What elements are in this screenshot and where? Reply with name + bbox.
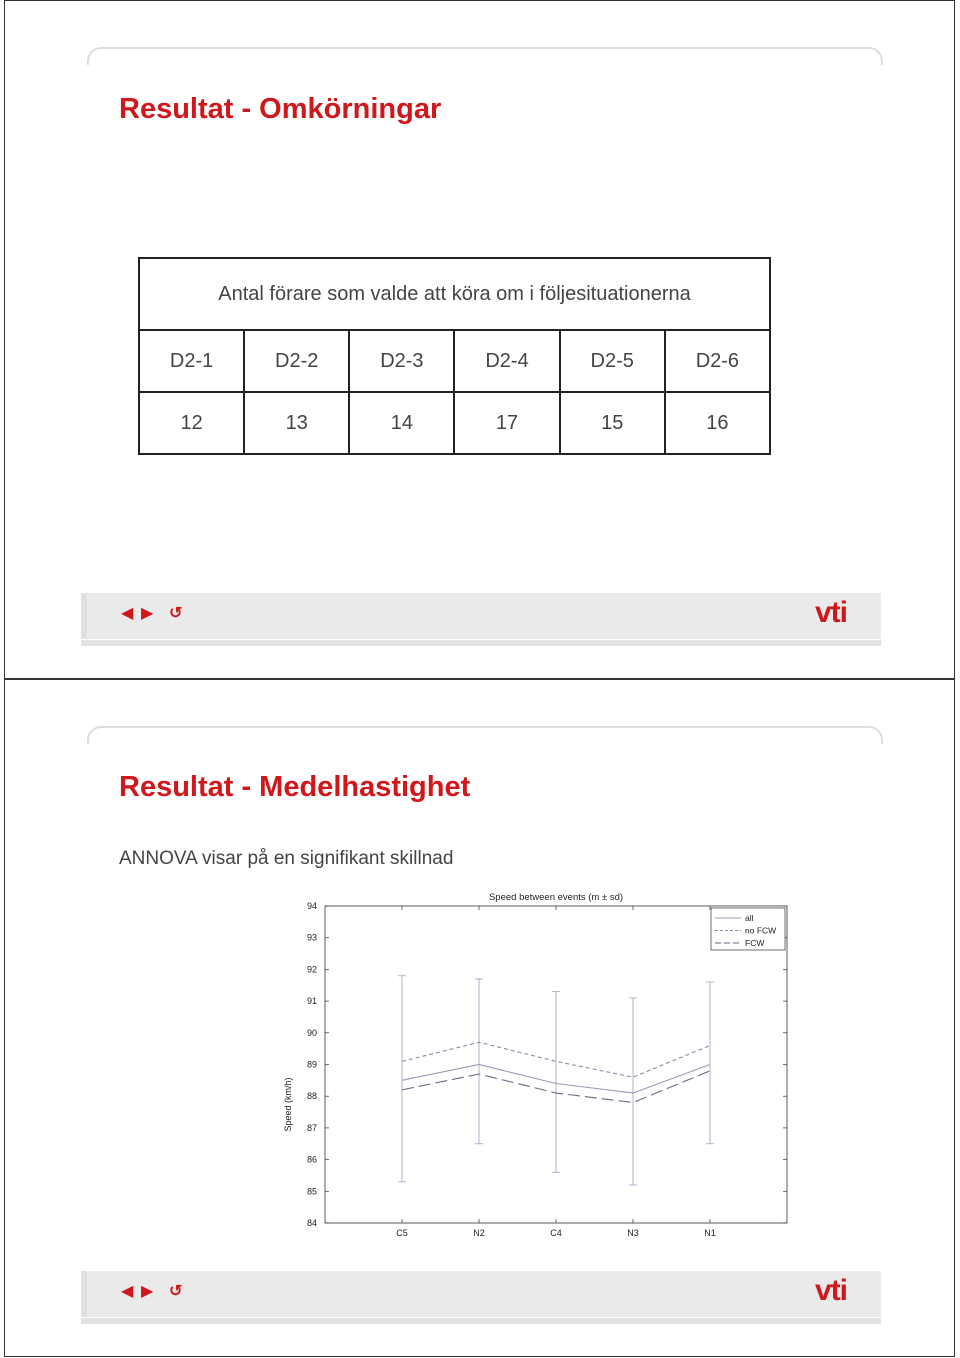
table-col-header: D2-3 [349,330,454,392]
slide-subtitle: ANNOVA visar på en signifikant skillnad [119,848,454,869]
table-col-header: D2-2 [244,330,349,392]
table-col-header: D2-1 [139,330,244,392]
prev-icon[interactable]: ◀ [121,605,134,622]
y-tick-label: 84 [306,1218,317,1228]
slide-title: Resultat - Medelhastighet [119,771,471,803]
y-tick-label: 85 [306,1186,317,1197]
footer-shadow [81,593,87,639]
y-tick-label: 86 [306,1154,317,1165]
legend-label: no FCW [745,925,777,936]
slide-omkorningar [4,0,955,679]
table-col-header: D2-6 [665,330,770,392]
return-icon[interactable]: ↺ [169,605,183,622]
slide-footer [81,1271,881,1317]
chart-title: Speed between events (m ± sd) [488,892,624,903]
y-tick-label: 91 [306,996,317,1007]
table-col-header: D2-4 [454,330,559,392]
vti-logo: vti [814,1274,847,1307]
legend-label: all [745,913,754,923]
table-cell: 14 [349,392,454,454]
slide-medelhastighet [4,679,955,1357]
x-tick-label: C5 [396,1228,408,1238]
table-cell: 12 [139,392,244,454]
y-tick-label: 94 [306,901,317,911]
footer-shadow [81,1318,881,1324]
y-axis-label: Speed (km/h) [283,1077,293,1132]
y-tick-label: 90 [306,1027,317,1038]
slide-top-border [87,47,883,65]
y-tick-label: 89 [306,1059,317,1070]
slide-title: Resultat - Omkörningar [119,93,442,125]
vti-logo: vti [814,596,847,629]
table-col-header: D2-5 [560,330,665,392]
slide-footer [81,593,881,639]
table-cell: 13 [244,392,349,454]
next-icon[interactable]: ▶ [141,605,154,622]
next-icon[interactable]: ▶ [141,1283,154,1300]
table-cell: 16 [665,392,770,454]
slide-top-border [87,726,883,744]
y-tick-label: 92 [306,964,317,975]
x-tick-label: C4 [550,1228,562,1238]
speed-chart [275,880,795,1250]
x-tick-label: N1 [704,1228,716,1238]
return-icon[interactable]: ↺ [169,1283,183,1300]
x-tick-label: N2 [473,1228,485,1238]
y-tick-label: 93 [306,932,317,943]
footer-shadow [81,1271,87,1317]
table-header: Antal förare som valde att köra om i följesituationerna [139,258,770,330]
y-tick-label: 87 [306,1122,317,1133]
overtaking-table [138,257,771,455]
x-tick-label: N3 [627,1228,639,1238]
prev-icon[interactable]: ◀ [121,1283,134,1300]
y-tick-label: 88 [306,1091,317,1102]
table-cell: 17 [454,392,559,454]
legend-label: FCW [745,938,765,948]
footer-shadow [81,640,881,646]
table-cell: 15 [560,392,665,454]
